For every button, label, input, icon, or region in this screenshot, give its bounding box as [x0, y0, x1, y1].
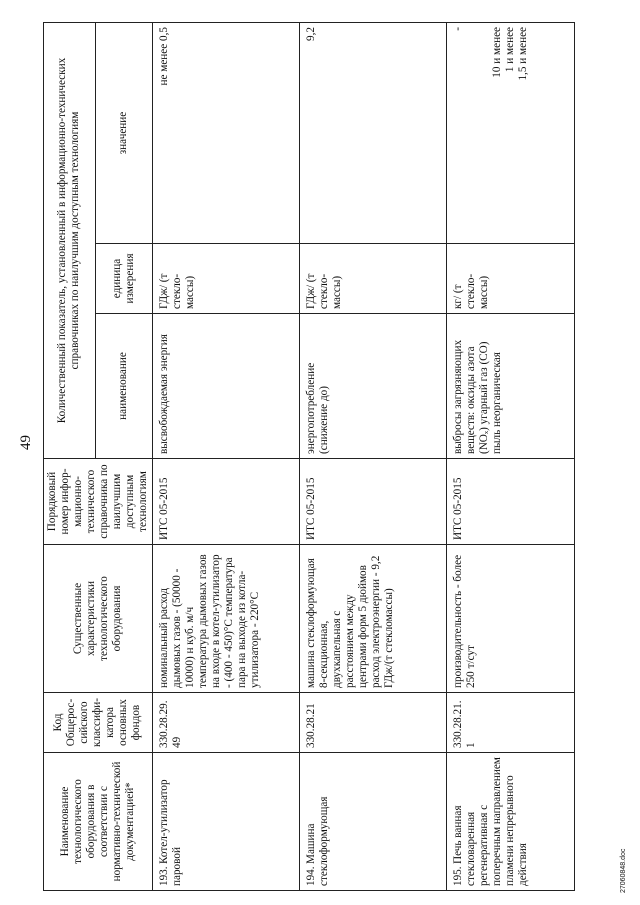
indicator-value-cell: [446, 23, 574, 244]
indicator-unit-cell: ГДж/ (т стекло-массы): [299, 244, 446, 314]
okof-code-cell: 330.28.21: [299, 693, 446, 753]
equipment-name: Машина стеклоформующая: [304, 796, 330, 886]
indicator-value-cell: не менее 0,5: [152, 23, 299, 244]
indicator-name-cell: выбросы загрязняющих веществ: оксиды азота (NOₓ) угарный газ (CO) пыль неорганическая: [446, 314, 574, 459]
characteristics-cell: номинальный расход дымовых газов - (50000 - 10000) н куб. м/ч температура дымовых газов на входе в котел-утилизатор - (400 - 450)°С температура пара на выходе из котла-утилизатора - 220°С: [152, 545, 299, 693]
row-number: 193.: [157, 866, 170, 886]
indicator-name-cell: энергопотребление (снижение до): [299, 314, 446, 459]
indicator-unit-cell: кг/ (т стекло-массы): [446, 244, 574, 314]
value-dust: 1,5 и менее: [516, 27, 529, 81]
its-cell: ИТС 05-2015: [446, 459, 574, 545]
value-nox: 10 и менее: [490, 27, 503, 78]
equipment-cell: [446, 753, 574, 891]
characteristics-cell: производительность - более 250 т/сут: [446, 545, 574, 693]
equipment-name: Печь ванная стекловаренная регенеративная с поперечным направлением пламени непрерывного действия: [451, 757, 529, 886]
row-number: 195.: [451, 866, 464, 886]
indicator-name-cell: высвобождаемая энергия: [152, 314, 299, 459]
page-number: 49: [18, 435, 34, 450]
row-number: 194.: [304, 866, 317, 886]
value-co: 1 и менее: [503, 27, 516, 73]
indicator-unit-cell: ГДж/ (т стекло-массы): [152, 244, 299, 314]
indicator-value-cell: 9,2: [299, 23, 446, 244]
header-okof-code: Код Общерос-сийского классифи-катора основных фондов: [44, 693, 153, 753]
equipment-cell: [152, 753, 299, 891]
table-row: [152, 23, 299, 891]
characteristics-cell: машина стеклоформующая 8-секционная, двухкапельная с расстоянием между центрами форм 5 дюймов расход электроэнергии - 9,2 ГДж/(т стекломассы): [299, 545, 446, 693]
equipment-table: [43, 22, 575, 891]
header-indicator-unit: единица измерения: [95, 244, 152, 314]
header-indicator-group: Количественный показатель, установленный в информационно-технических справочниках по наилучшим доступным технологиям: [44, 23, 96, 459]
its-cell: ИТС 05-2015: [299, 459, 446, 545]
table-row: [446, 23, 574, 891]
value-dash: -: [451, 27, 464, 31]
table-row: [299, 23, 446, 891]
header-its-number: Порядковый номер инфор-мационно-технического справочника по наилучшим доступным технологиям: [44, 459, 153, 545]
okof-code-cell: 330.28.21.1: [446, 693, 574, 753]
equipment-name: Котел-утилизатор паровой: [157, 779, 183, 886]
header-indicator-name: наименование: [95, 314, 152, 459]
document-code: 27060848.doc: [620, 848, 627, 893]
its-cell: ИТС 05-2015: [152, 459, 299, 545]
header-equipment-name: Наименование технологического оборудования в соответствии с нормативно-технической документацией*: [44, 753, 153, 891]
header-characteristics: Существенные характеристики технологического оборудования: [44, 545, 153, 693]
header-indicator-value: значение: [95, 23, 152, 244]
equipment-cell: [299, 753, 446, 891]
okof-code-cell: 330.28.29.49: [152, 693, 299, 753]
table-header: [44, 23, 153, 891]
